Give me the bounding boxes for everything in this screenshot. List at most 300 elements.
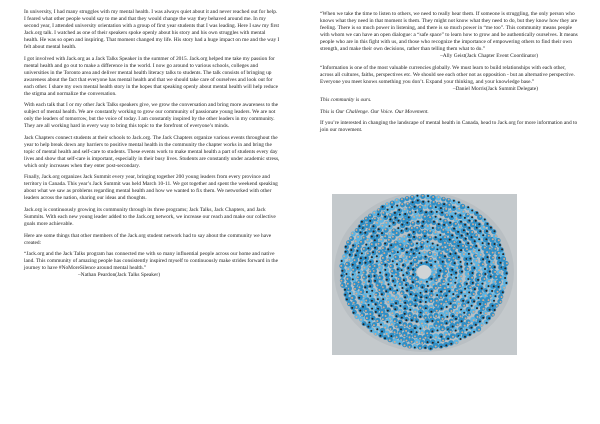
person-head	[344, 289, 346, 291]
person-head	[374, 217, 376, 219]
person-head	[467, 268, 469, 270]
person-head	[369, 266, 371, 268]
person-head	[452, 326, 454, 328]
person-head	[360, 241, 362, 243]
person-head	[353, 302, 355, 304]
person-head	[446, 214, 448, 216]
person-head	[450, 279, 452, 281]
person-head	[424, 235, 426, 237]
person-head	[412, 281, 414, 283]
person-head	[341, 275, 343, 277]
person-head	[352, 269, 354, 271]
person-head	[441, 212, 443, 214]
person-head	[424, 216, 426, 218]
person-head	[494, 230, 496, 232]
person-head	[446, 316, 448, 318]
person-head	[478, 269, 480, 271]
person-head	[424, 337, 426, 339]
person-head	[449, 222, 451, 224]
person-head	[355, 240, 357, 242]
person-head	[483, 308, 485, 310]
person-head	[471, 231, 473, 233]
person-head	[494, 309, 496, 311]
person-head	[478, 223, 480, 225]
person-head	[344, 294, 346, 296]
person-head	[411, 319, 413, 321]
person-head	[502, 291, 504, 293]
person-head	[404, 213, 406, 215]
person-head	[389, 288, 391, 290]
person-head	[424, 231, 426, 233]
person-head	[503, 258, 505, 260]
person-head	[445, 220, 447, 222]
person-head	[487, 256, 489, 258]
person-head	[492, 257, 494, 259]
person-head	[394, 285, 396, 287]
person-head	[360, 291, 362, 293]
person-head	[474, 288, 476, 290]
person-head	[389, 339, 391, 341]
person-head	[368, 275, 370, 277]
person-head	[389, 255, 391, 257]
person-head	[439, 218, 441, 220]
person-head	[373, 324, 375, 326]
person-head	[359, 225, 361, 227]
person-head	[481, 324, 483, 326]
person-head	[359, 286, 361, 288]
person-head	[409, 309, 411, 311]
person-head	[417, 200, 419, 202]
person-head	[381, 331, 383, 333]
person-head	[367, 247, 369, 249]
person-head	[430, 311, 432, 313]
person-head	[457, 324, 459, 326]
center-floor	[417, 265, 431, 279]
person-head	[430, 211, 432, 213]
person-head	[472, 282, 474, 284]
person-head	[421, 323, 423, 325]
person-head	[463, 312, 465, 314]
person-head	[391, 202, 393, 204]
person-head	[450, 303, 452, 305]
person-head	[465, 317, 467, 319]
person-head	[445, 270, 447, 272]
person-head	[411, 196, 413, 198]
person-head	[410, 331, 412, 333]
person-head	[469, 334, 471, 336]
person-head	[484, 273, 486, 275]
person-head	[442, 261, 444, 263]
person-head	[378, 243, 380, 245]
person-head	[414, 335, 416, 337]
person-head	[365, 262, 367, 264]
person-head	[479, 303, 481, 305]
person-head	[362, 306, 364, 308]
person-head	[391, 323, 393, 325]
person-head	[501, 296, 503, 298]
person-head	[371, 290, 373, 292]
person-head	[440, 252, 442, 254]
person-head	[405, 330, 407, 332]
person-head	[482, 263, 484, 265]
person-head	[447, 231, 449, 233]
person-head	[398, 209, 400, 211]
person-head	[374, 280, 376, 282]
person-head	[453, 257, 455, 259]
person-head	[440, 336, 442, 338]
person-head	[451, 216, 453, 218]
person-head	[412, 222, 414, 224]
person-head	[383, 252, 385, 254]
person-head	[361, 252, 363, 254]
person-head	[394, 331, 396, 333]
person-head	[393, 229, 395, 231]
person-head	[480, 293, 482, 295]
person-head	[399, 214, 401, 216]
person-head	[403, 236, 405, 238]
person-head	[411, 341, 413, 343]
person-head	[416, 227, 418, 229]
person-head	[382, 206, 384, 208]
person-head	[382, 247, 384, 249]
person-head	[455, 330, 457, 332]
person-head	[439, 234, 441, 236]
person-head	[470, 262, 472, 264]
person-head	[479, 274, 481, 276]
person-head	[438, 202, 440, 204]
person-head	[424, 251, 426, 253]
person-head	[443, 203, 445, 205]
person-head	[387, 259, 389, 261]
person-head	[455, 277, 457, 279]
person-head	[443, 197, 445, 199]
person-head	[354, 288, 356, 290]
person-head	[389, 218, 391, 220]
person-head	[456, 342, 458, 344]
person-head	[478, 329, 480, 331]
person-head	[467, 242, 469, 244]
person-head	[416, 341, 418, 343]
person-head	[430, 294, 432, 296]
person-head	[357, 267, 359, 269]
person-head	[391, 305, 393, 307]
person-head	[350, 249, 352, 251]
person-head	[444, 265, 446, 267]
person-head	[440, 303, 442, 305]
person-head	[397, 227, 399, 229]
person-head	[475, 234, 477, 236]
person-head	[373, 231, 375, 233]
person-head	[449, 297, 451, 299]
person-head	[453, 200, 455, 202]
person-head	[478, 238, 480, 240]
person-head	[379, 272, 381, 274]
person-head	[371, 308, 373, 310]
person-head	[406, 290, 408, 292]
person-head	[340, 280, 342, 282]
person-head	[456, 237, 458, 239]
person-head	[435, 236, 437, 238]
person-head	[439, 256, 441, 258]
person-head	[462, 300, 464, 302]
person-head	[430, 348, 432, 350]
person-head	[435, 216, 437, 218]
person-head	[419, 347, 421, 349]
crowd-photo-image	[332, 194, 517, 355]
paragraph: In university, I had many struggles with my mental health. I was always quiet about it and never reached out for help. I feared what other people would say to me and that they would change the way they behaved around me. In my second year, I attended university orientation with a group of first year students that I was leading. Here I saw my first Jack.org talk. I watched as one of their speakers spoke openly about his story and his own struggles with mental health. He was so open and inspiring. That moment changed my life. His story had a huge impact on me and the way I felt about mental health.	[24, 9, 280, 50]
person-head	[488, 243, 490, 245]
person-head	[386, 279, 388, 281]
person-head	[489, 248, 491, 250]
person-head	[363, 237, 365, 239]
person-head	[399, 311, 401, 313]
person-head	[405, 284, 407, 286]
person-head	[416, 264, 418, 266]
paragraph: Jack.org is continuously growing its community through its three programs; Jack Talks, Jack Chapters, and Jack Summits. With each new young leader added to the Jack.org network, we increase our reach and make our collective goals more achievable.	[24, 206, 276, 227]
person-head	[382, 257, 384, 259]
person-head	[378, 209, 380, 211]
person-head	[365, 244, 367, 246]
person-head	[460, 280, 462, 282]
person-head	[368, 280, 370, 282]
person-head	[394, 212, 396, 214]
person-head	[387, 248, 389, 250]
person-head	[425, 307, 427, 309]
person-head	[379, 335, 381, 337]
person-head	[449, 264, 451, 266]
person-head	[460, 261, 462, 263]
person-head	[421, 225, 423, 227]
tagline: This is Our Challenge. Our Voice. Our Movement.	[320, 108, 429, 115]
person-head	[403, 218, 405, 220]
paragraph: With each talk that I or my other Jack Talks speakers give, we grow the conversation and bring more awareness to the subject of mental health. We are constantly working to grow our community of passionate young leaders. We are not only the leaders of tomorrow, but the voice of today. I am constantly inspired by the other leaders in my community. They are all working hard in every way to bring this topic to the forefront of everyone’s minds.	[24, 102, 279, 130]
person-head	[341, 270, 343, 272]
group-photo	[332, 194, 517, 355]
person-head	[420, 296, 422, 298]
person-head	[443, 280, 445, 282]
person-head	[409, 239, 411, 241]
person-head	[429, 236, 431, 238]
person-head	[495, 235, 497, 237]
person-head	[427, 241, 429, 243]
person-head	[384, 327, 386, 329]
person-head	[382, 212, 384, 214]
person-head	[365, 218, 367, 220]
person-head	[447, 283, 449, 285]
person-head	[376, 320, 378, 322]
person-head	[349, 292, 351, 294]
person-head	[363, 248, 365, 250]
person-head	[459, 226, 461, 228]
person-head	[414, 347, 416, 349]
person-head	[419, 206, 421, 208]
person-head	[448, 204, 450, 206]
person-head	[417, 221, 419, 223]
person-head	[385, 290, 387, 292]
person-head	[488, 317, 490, 319]
person-head	[471, 277, 473, 279]
person-head	[367, 252, 369, 254]
person-head	[420, 292, 422, 294]
person-head	[404, 208, 406, 210]
person-head	[341, 284, 343, 286]
person-head	[442, 328, 444, 330]
person-head	[406, 197, 408, 199]
person-head	[390, 265, 392, 267]
person-head	[374, 275, 376, 277]
person-head	[460, 275, 462, 277]
person-head	[379, 277, 381, 279]
person-head	[444, 287, 446, 289]
person-head	[360, 232, 362, 234]
person-head	[446, 306, 448, 308]
person-head	[390, 244, 392, 246]
person-head	[369, 285, 371, 287]
person-head	[378, 289, 380, 291]
person-head	[450, 310, 452, 312]
person-head	[482, 258, 484, 260]
person-head	[451, 234, 453, 236]
person-head	[401, 230, 403, 232]
person-head	[406, 222, 408, 224]
person-head	[464, 217, 466, 219]
person-head	[491, 290, 493, 292]
person-head	[444, 275, 446, 277]
person-head	[378, 228, 380, 230]
person-head	[363, 276, 365, 278]
person-head	[473, 311, 475, 313]
paragraph: Here are some things that other members of the Jack.org student network had to say about the community we have created:	[24, 232, 272, 246]
person-head	[484, 268, 486, 270]
person-head	[495, 276, 497, 278]
person-head	[388, 239, 390, 241]
person-head	[394, 308, 396, 310]
person-head	[460, 249, 462, 251]
person-head	[499, 271, 501, 273]
person-head	[463, 211, 465, 213]
person-head	[458, 303, 460, 305]
person-head	[404, 324, 406, 326]
person-head	[391, 206, 393, 208]
person-head	[425, 301, 427, 303]
person-head	[435, 231, 437, 233]
person-head	[386, 321, 388, 323]
person-head	[436, 248, 438, 250]
person-head	[455, 272, 457, 274]
person-head	[369, 261, 371, 263]
person-head	[444, 255, 446, 257]
person-head	[410, 287, 412, 289]
person-head	[419, 328, 421, 330]
person-head	[404, 344, 406, 346]
person-head	[496, 305, 498, 307]
person-head	[353, 312, 355, 314]
person-head	[404, 334, 406, 336]
person-head	[377, 284, 379, 286]
person-head	[418, 252, 420, 254]
person-head	[494, 266, 496, 268]
person-head	[468, 253, 470, 255]
person-head	[426, 332, 428, 334]
person-head	[438, 275, 440, 277]
person-head	[435, 336, 437, 338]
person-head	[397, 251, 399, 253]
person-head	[422, 221, 424, 223]
person-head	[456, 312, 458, 314]
person-head	[450, 343, 452, 345]
person-head	[458, 256, 460, 258]
person-head	[346, 263, 348, 265]
person-head	[409, 277, 411, 279]
person-head	[440, 207, 442, 209]
person-head	[485, 295, 487, 297]
person-head	[359, 310, 361, 312]
person-head	[392, 251, 394, 253]
person-head	[374, 265, 376, 267]
person-head	[360, 257, 362, 259]
person-head	[430, 264, 432, 266]
person-head	[468, 322, 470, 324]
person-head	[481, 283, 483, 285]
person-head	[464, 288, 466, 290]
person-head	[396, 336, 398, 338]
person-head	[489, 309, 491, 311]
person-head	[372, 225, 374, 227]
person-head	[387, 301, 389, 303]
person-head	[345, 246, 347, 248]
person-head	[400, 328, 402, 330]
person-head	[399, 259, 401, 261]
person-head	[374, 247, 376, 249]
person-head	[455, 213, 457, 215]
person-head	[414, 327, 416, 329]
person-head	[407, 203, 409, 205]
person-head	[395, 241, 397, 243]
person-head	[448, 199, 450, 201]
person-head	[489, 266, 491, 268]
person-head	[395, 246, 397, 248]
right-column	[320, 11, 578, 139]
paragraph: Finally, Jack.org organizes Jack Summit every year, bringing together 200 young leaders from every province and territory in Canada. This year’s Jack Summit was held March 10-11. We got together and spent the weekend speaking about what we saw as problems regarding mental health and how we wanted to fix them. We networked with other leaders across the nation, sharing our ideas and thoughts.	[24, 174, 278, 202]
person-head	[412, 274, 414, 276]
person-head	[377, 298, 379, 300]
person-head	[397, 278, 399, 280]
person-head	[498, 252, 500, 254]
person-head	[477, 316, 479, 318]
person-head	[384, 269, 386, 271]
person-head	[468, 220, 470, 222]
person-head	[415, 295, 417, 297]
person-head	[396, 315, 398, 317]
person-head	[357, 236, 359, 238]
person-head	[378, 251, 380, 253]
person-head	[412, 268, 414, 270]
person-head	[438, 265, 440, 267]
person-head	[470, 297, 472, 299]
person-head	[437, 244, 439, 246]
person-head	[416, 195, 418, 197]
person-head	[419, 307, 421, 309]
person-head	[440, 297, 442, 299]
person-head	[463, 229, 465, 231]
person-head	[397, 268, 399, 270]
person-head	[404, 296, 406, 298]
person-head	[432, 243, 434, 245]
person-head	[351, 297, 353, 299]
person-head	[381, 225, 383, 227]
person-head	[471, 236, 473, 238]
person-head	[346, 273, 348, 275]
